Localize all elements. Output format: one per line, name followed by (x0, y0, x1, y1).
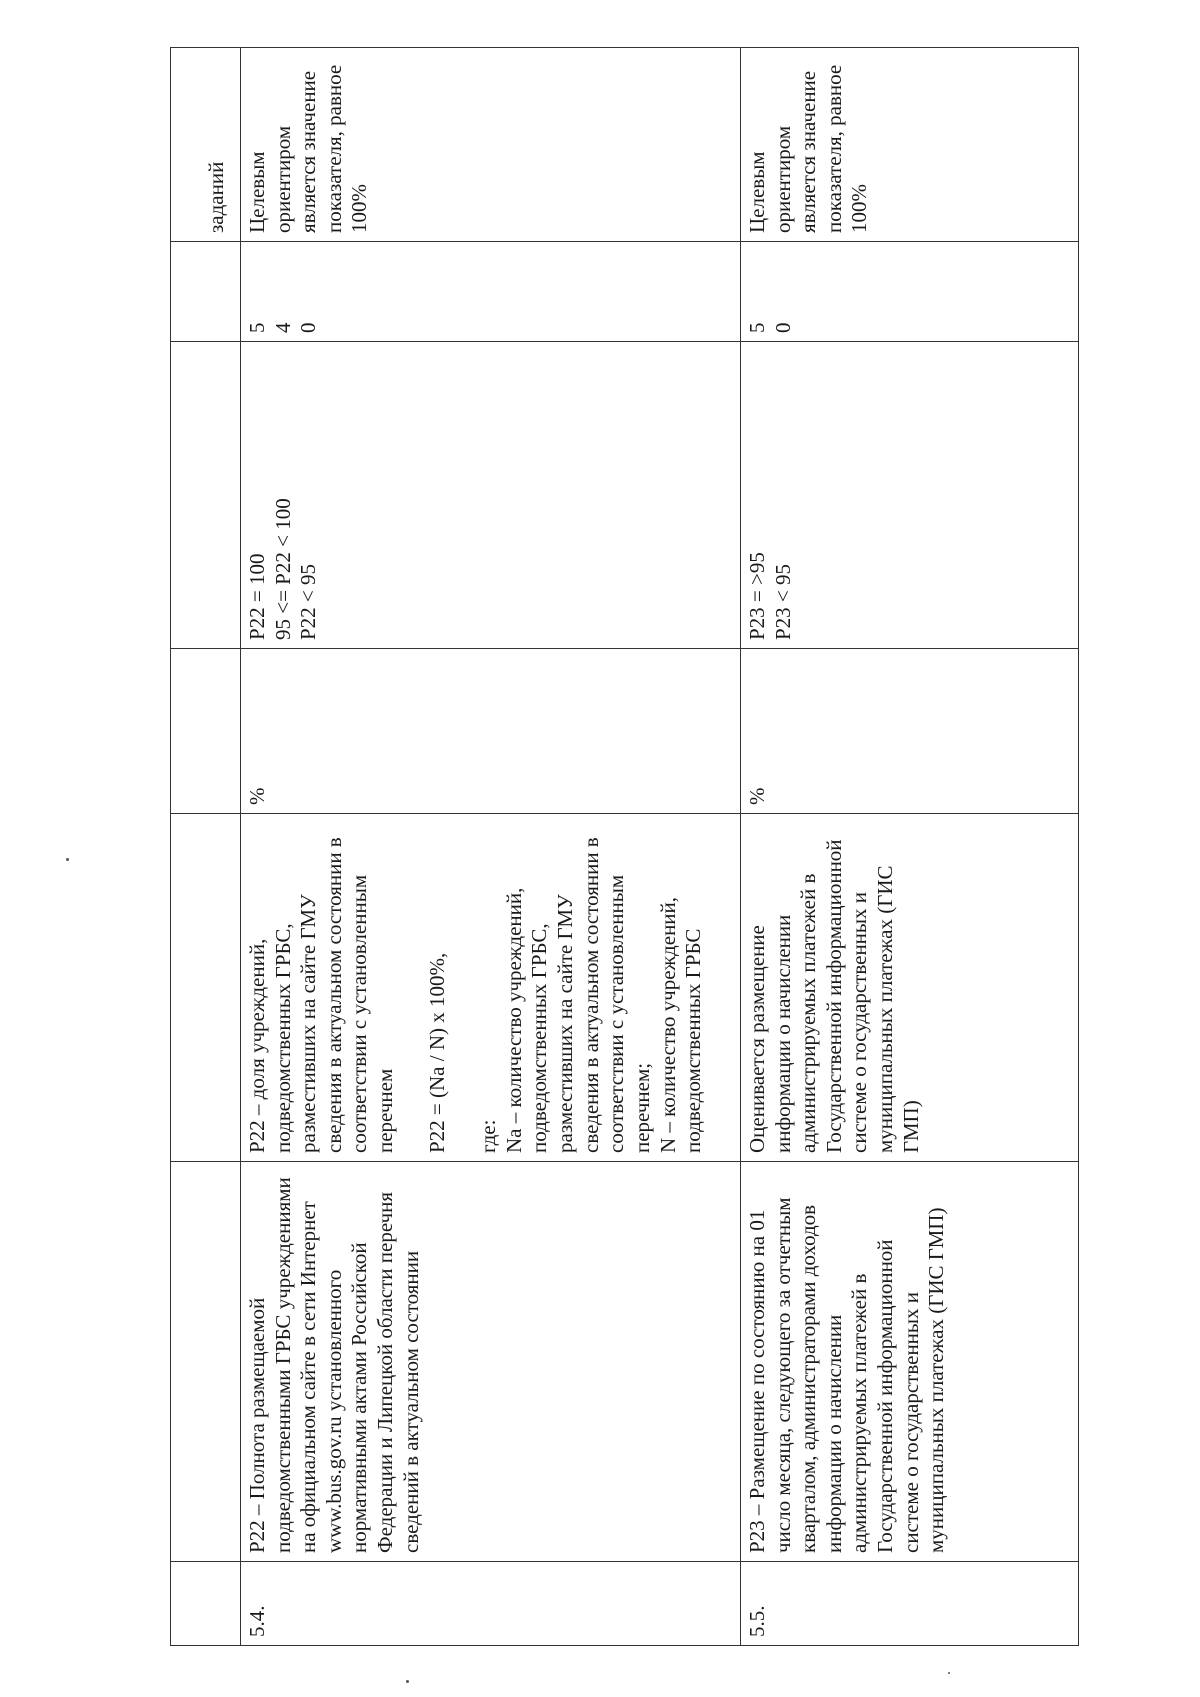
indicator-name: Р22 – Полнота размещаемой подведомственными ГРБС учреждениями на официальном сайте в сети Интернет www.bus.gov.ru установленного нормативными актами Российской Федерации и Липецкой области перечня сведений в актуальном состоянии (241, 1162, 741, 1562)
formula-equation: Р22 = (Nа / N) x 100%, (424, 952, 449, 1153)
formula-where: где: (476, 1119, 501, 1153)
indicator-formula (241, 814, 741, 1162)
target: Целевым ориентиром является значение показателя, равное 100% (241, 48, 741, 242)
table-row (241, 48, 741, 1646)
formula-n-definition: N – количество учреждений, подведомственных ГРБС (655, 896, 706, 1153)
header-cell-num (171, 1562, 241, 1646)
conditions: Р22 = 100 95 <= Р22 < 100 Р22 < 95 (241, 342, 741, 649)
conditions: Р23 = >95 Р23 < 95 (741, 342, 1079, 649)
unit: % (741, 649, 1079, 814)
indicator-name: Р23 – Размещение по состоянию на 01 число месяца, следующего за отчетным кварталом, администраторами доходов информации о начислении администрируемых платежей в Государственной информационной системе о государственных и муниципальных платежах (ГИС ГМП) (741, 1162, 1079, 1562)
header-cell-formula (171, 814, 241, 1162)
scan-speck (66, 858, 69, 861)
header-cell-conditions (171, 342, 241, 649)
criteria-table (170, 47, 1079, 1646)
unit: % (241, 649, 741, 814)
indicator-description: Оценивается размещение информации о начислении администрируемых платежей в Государственной информационной системе о государственных и муниципальных платежах (ГИС ГМП) (741, 814, 1079, 1162)
row-number: 5.4. (241, 1562, 741, 1646)
header-row (171, 48, 241, 1646)
points: 5 4 0 (241, 242, 741, 342)
header-cell-unit (171, 649, 241, 814)
formula-na-definition: Nа – количество учреждений, подведомственных ГРБС, разместивших на сайте ГМУ сведения в актуальном состоянии в соответствии с установленным перечнем; (501, 837, 654, 1153)
rotated-page (170, 48, 1078, 1646)
formula-intro: Р22 – доля учреждений, подведомственных ГРБС, разместивших на сайте ГМУ сведения в актуальном состоянии в соответствии с установленным перечнем (245, 837, 398, 1153)
scan-speck (406, 1680, 409, 1683)
row-number: 5.5. (741, 1562, 1079, 1646)
target: Целевым ориентиром является значение показателя, равное 100% (741, 48, 1079, 242)
tasks-label: заданий (204, 161, 229, 233)
header-cell-points (171, 242, 241, 342)
header-cell-tasks (171, 48, 241, 242)
table-row (741, 48, 1079, 1646)
points: 5 0 (741, 242, 1079, 342)
scan-speck (948, 1672, 950, 1674)
header-cell-name (171, 1162, 241, 1562)
